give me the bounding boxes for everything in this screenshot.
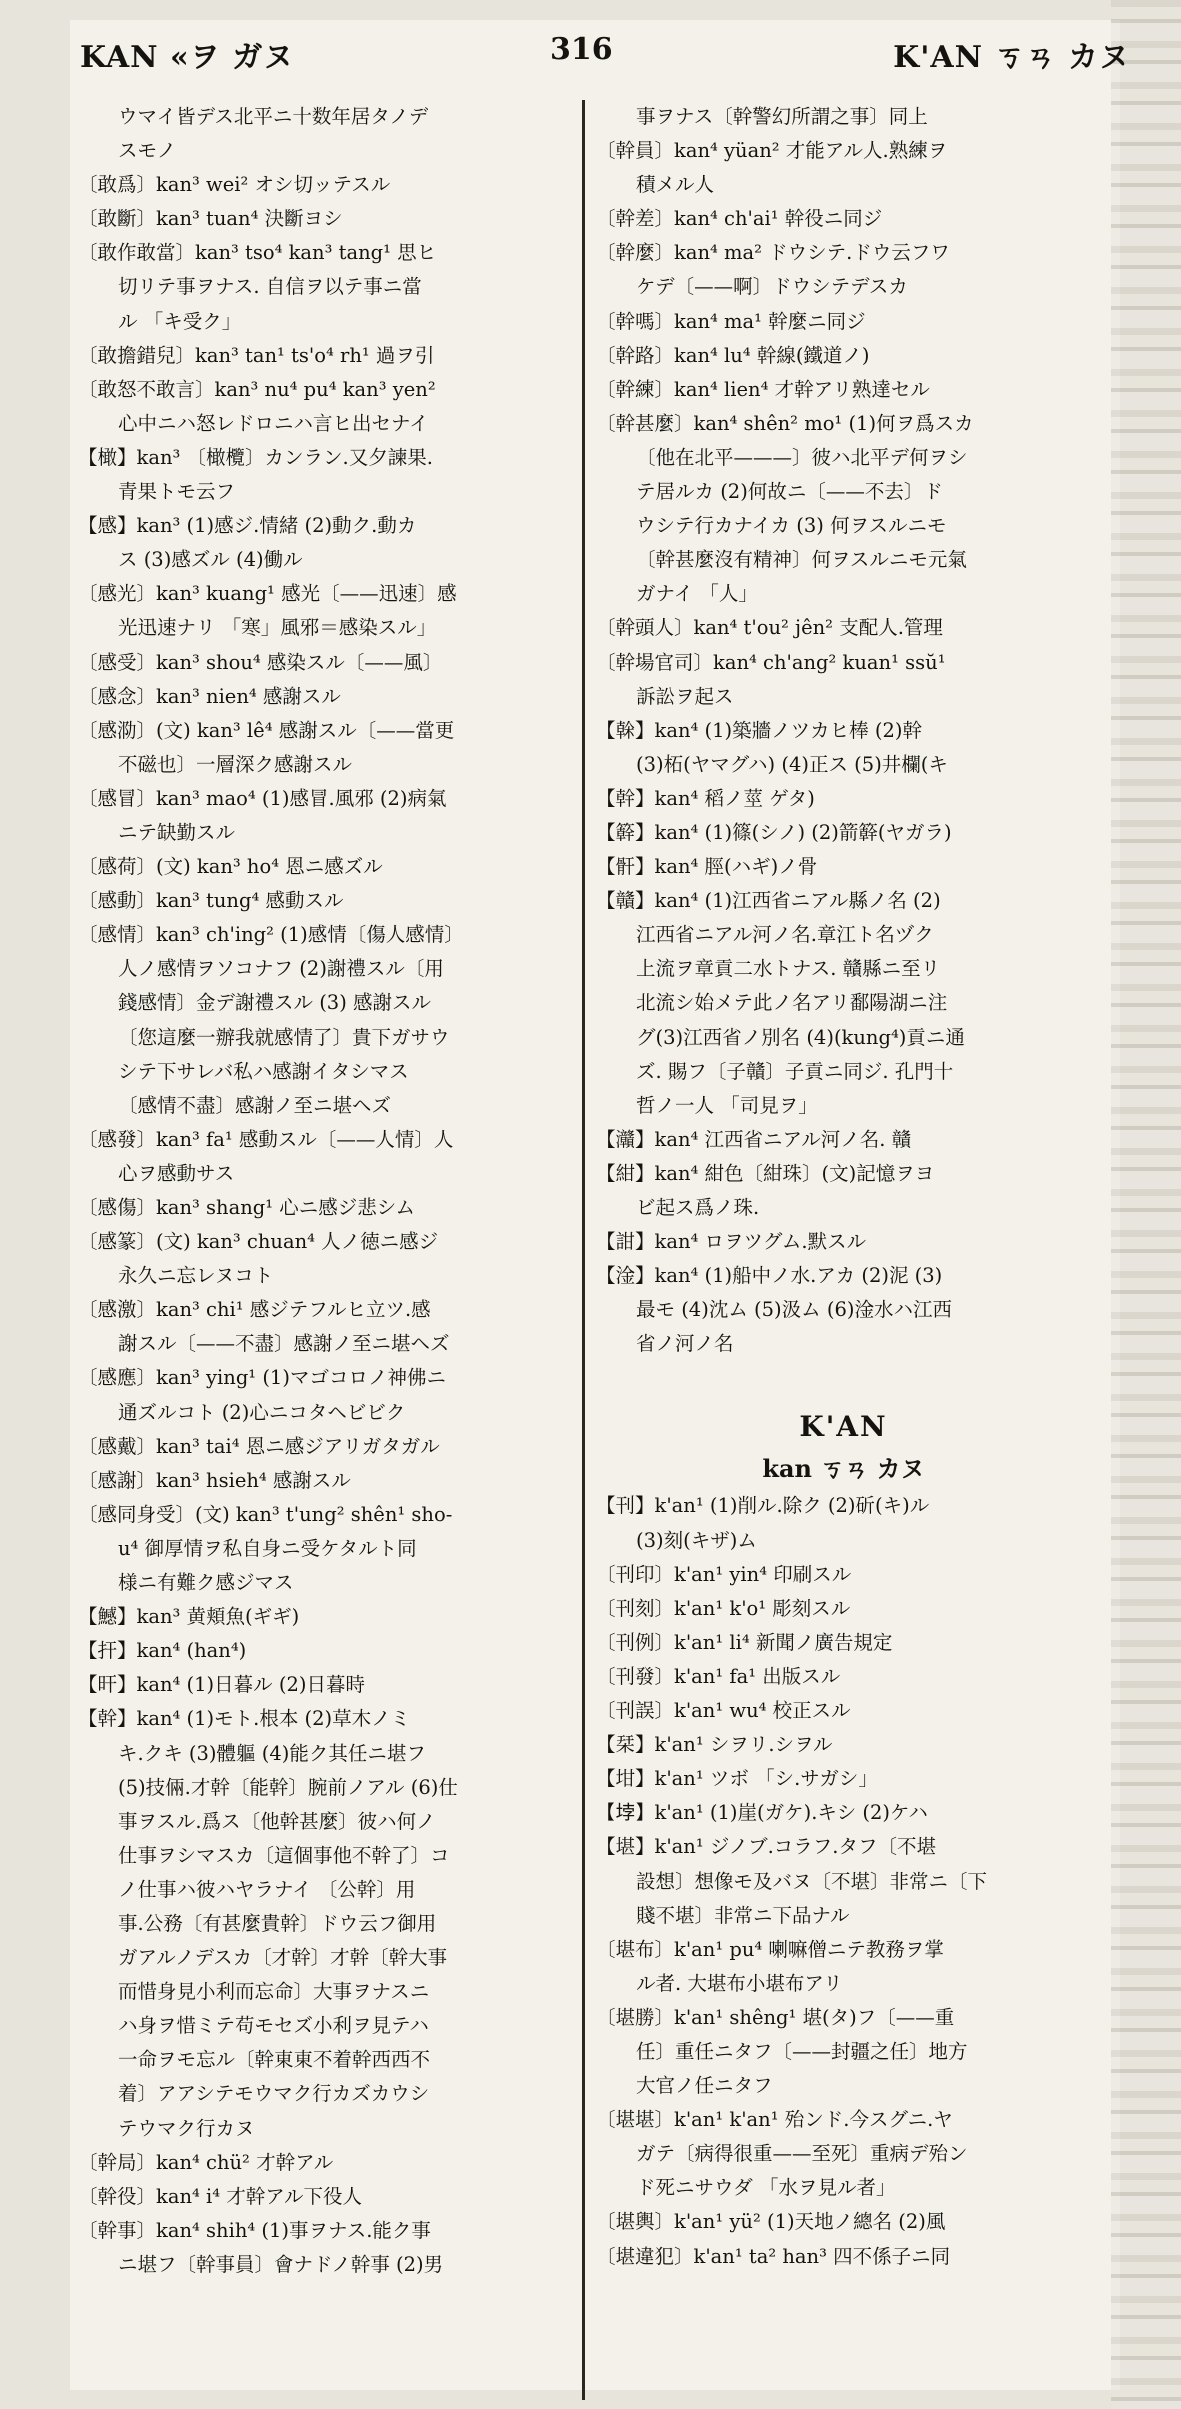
entry-line: 〔感傷〕kan³ shang¹ 心ニ感ジ悲シム: [78, 1196, 415, 1219]
entry-line: 一命ヲモ忘ル〔幹東東不着幹西西不: [118, 2048, 431, 2072]
entry-line: 〔幹練〕kan⁴ lien⁴ 才幹アリ熟達セル: [596, 377, 930, 401]
entry-line: 〔感冒〕kan³ mao⁴ (1)感冒.風邪 (2)病氣: [78, 786, 447, 810]
entry-line: 【旰】kan⁴ (1)日暮ル (2)日暮時: [78, 1673, 365, 1697]
entry-line: 〔感光〕kan³ kuang¹ 感光〔——迅速〕感: [78, 582, 457, 606]
entry-line: 〔堪違犯〕k'an¹ ta² han³ 四不係子ニ同: [596, 2244, 951, 2268]
entry-line: 【灨】kan⁴ 江西省ニアル河ノ名. 贛: [596, 1127, 912, 1151]
entry-line: 〔幹事〕kan⁴ shih⁴ (1)事ヲナス.能ク事: [78, 2218, 431, 2242]
entry-line: 青果トモ云フ: [118, 480, 236, 504]
entry-line: 〔幹路〕kan⁴ lu⁴ 幹線(鐵道ノ): [596, 343, 870, 367]
page-header: [80, 26, 1130, 76]
entry-line: u⁴ 御厚情ヲ私自身ニ受ケタルト同: [118, 1536, 417, 1560]
entry-line: (5)技倆.才幹〔能幹〕腕前ノアル (6)仕: [118, 1775, 458, 1799]
entry-line: 〔敢爲〕kan³ wei² オシ切ッテスル: [78, 173, 391, 197]
entry-line: 事ヲスル.爲ス〔他幹甚麼〕彼ハ何ノ: [118, 1809, 436, 1833]
entry-line: 【紺】kan⁴ 紺色〔紺珠〕(文)記憶ヲヨ: [596, 1161, 935, 1185]
entry-line: 〔幹役〕kan⁴ i⁴ 才幹アル下役人: [78, 2184, 362, 2208]
entry-line: 〔您這麼一辦我就感情了〕貴下ガサウ: [118, 1025, 450, 1049]
entry-line: 切リテ事ヲナス. 自信ヲ以テ事ニ當: [118, 275, 422, 299]
entry-line: 永久ニ忘レヌコト: [118, 1264, 274, 1288]
entry-line: 【坩】k'an¹ ツボ 「シ.サガシ」: [596, 1767, 878, 1791]
entry-line: 〔堪輿〕k'an¹ yü² (1)天地ノ總名 (2)風: [596, 2210, 946, 2234]
header-left-romanization: KAN «ヲ ガヌ: [80, 40, 295, 75]
entry-line: 光迅速ナリ 「寒」風邪＝感染スル」: [118, 616, 437, 640]
entry-line: ウシテ行カナイカ (3) 何ヲスルニモ: [636, 514, 947, 538]
entry-line: 江西省ニアル河ノ名.章江ト名ヅク: [636, 923, 934, 947]
entry-line: シテ下サレバ私ハ感謝イタシマス: [118, 1059, 409, 1083]
entry-line: ズ. 賜フ〔子贛〕子貢ニ同ジ. 孔門十: [636, 1059, 954, 1083]
entry-line: 〔感謝〕kan³ hsieh⁴ 感謝スル: [78, 1468, 351, 1492]
entry-line: ガテ〔病得很重——至死〕重病デ殆ン: [636, 2142, 968, 2166]
entry-line: 不磁也〕一層深ク感謝スル: [118, 752, 353, 776]
entry-line: 設想〕想像モ及バヌ〔不堪〕非常ニ〔下: [636, 1869, 988, 1893]
entry-line: ガナイ 「人」: [636, 582, 758, 606]
entry-line: 心ヲ感動サス: [118, 1161, 235, 1185]
entry-line: 北流シ始メテ此ノ名アリ鄱陽湖ニ注: [636, 991, 948, 1015]
entry-line: ニ堪フ〔幹事員〕會ナドノ幹事 (2)男: [118, 2252, 444, 2276]
entry-line: 最モ (4)沈ム (5)汲ム (6)淦水ハ江西: [636, 1298, 952, 1322]
entry-line: ニテ缺勤スル: [118, 820, 236, 844]
header-right-romanization: K'AN ㄎㄢ カヌ: [893, 40, 1130, 75]
entry-line: スモノ: [118, 139, 177, 163]
entry-line: 【堪】k'an¹ ジノブ.コラフ.タフ〔不堪: [596, 1835, 936, 1859]
entry-line: 〔幹麼〕kan⁴ ma² ドウシテ.ドウ云フワ: [596, 241, 950, 265]
entry-line: 【栞】k'an¹ シヲリ.シヲル: [596, 1733, 833, 1757]
entry-line: 【贛】kan⁴ (1)江西省ニアル縣ノ名 (2): [596, 889, 941, 913]
entry-line: 〔幹局〕kan⁴ chü² 才幹アル: [78, 2150, 334, 2174]
entry-line: 〔幹甚麼〕kan⁴ shên² mo¹ (1)何ヲ爲スカ: [596, 411, 974, 435]
section-subheading: kan ㄎㄢ カヌ: [762, 1454, 925, 1484]
entry-line: 【簳】kan⁴ (1)篠(シノ) (2)箭簳(ヤガラ): [596, 820, 952, 844]
entry-line: ス (3)感ズル (4)働ル: [118, 548, 303, 572]
entry-line: 積メル人: [636, 173, 715, 197]
entry-line: 而惜身見小利而忘命〕大事ヲナスニ: [118, 1980, 430, 2004]
entry-line: ウマイ皆デス北平ニ十数年居タノデ: [118, 105, 429, 128]
entry-line: 【幹】kan⁴ (1)モト.根本 (2)草木ノミ: [78, 1707, 411, 1731]
entry-line: 〔幹員〕kan⁴ yüan² 才能アル人.熟練ヲ: [596, 139, 948, 163]
entry-line: 【橄】kan³ 〔橄欖〕カンラン.又夕諫果.: [78, 445, 433, 469]
entry-line: 〔刊發〕k'an¹ fa¹ 出版スル: [596, 1664, 841, 1688]
entry-line: (3)柘(ヤマグハ) (4)正ス (5)井欄(キ: [636, 752, 948, 776]
entry-line: 〔幹場官司〕kan⁴ ch'ang² kuan¹ ssŭ¹: [596, 650, 946, 674]
entry-line: 〔感激〕kan³ chi¹ 感ジテフルヒ立ツ.感: [78, 1298, 431, 1322]
entry-line: 訴訟ヲ起ス: [636, 684, 734, 708]
entry-line: テ居ルカ (2)何故ニ〔——不去〕ド: [636, 480, 943, 504]
entry-line: 様ニ有難ク感ジマス: [118, 1571, 294, 1595]
entry-line: 〔他在北平———〕彼ハ北平デ何ヲシ: [636, 445, 968, 469]
entry-line: 〔敢斷〕kan³ tuan⁴ 決斷ヨシ: [78, 207, 343, 231]
entry-line: 任〕重任ニタフ〔——封疆之任〕地方: [636, 2039, 968, 2063]
entry-line: 〔刊刻〕k'an¹ k'o¹ 彫刻スル: [596, 1596, 851, 1620]
entry-line: 〔感應〕kan³ ying¹ (1)マゴコロノ神佛ニ: [78, 1366, 446, 1390]
entry-line: ル 「キ受ク」: [118, 309, 242, 333]
entry-line: 〔敢作敢當〕kan³ tso⁴ kan³ tang¹ 思ヒ: [78, 241, 437, 265]
entry-line: [596, 1361, 1091, 1395]
entry-line: 錢感情〕金デ謝禮スル (3) 感謝スル: [118, 991, 432, 1015]
entry-line: 〔刊例〕k'an¹ li⁴ 新聞ノ廣告規定: [596, 1630, 893, 1654]
entry-line: 【扞】kan⁴ (han⁴): [78, 1639, 247, 1663]
entry-line: 〔堪勝〕k'an¹ shêng¹ 堪(タ)フ〔——重: [596, 2005, 955, 2029]
left-column: [78, 100, 573, 2390]
entry-line: (3)刻(キザ)ム: [636, 1528, 757, 1552]
entry-line: 着〕アアシテモウマク行カズカウシ: [118, 2082, 430, 2106]
column-divider: [582, 100, 585, 2400]
entry-line: 上流ヲ章貢二水トナス. 贛縣ニ至リ: [636, 957, 941, 981]
entry-line: 人ノ感情ヲソコナフ (2)謝禮スル〔用: [118, 957, 444, 981]
entry-line: 〔幹嗎〕kan⁴ ma¹ 幹麼ニ同ジ: [596, 309, 866, 333]
entry-line: 〔幹差〕kan⁴ ch'ai¹ 幹役ニ同ジ: [596, 207, 883, 231]
entry-line: 〔感泐〕(文) kan³ lê⁴ 感謝スル〔——當更: [78, 718, 455, 742]
entry-line: 〔感發〕kan³ fa¹ 感動スル〔——人情〕人: [78, 1127, 454, 1151]
entry-line: 〔堪布〕k'an¹ pu⁴ 喇嘛僧ニテ教務ヲ掌: [596, 1937, 944, 1961]
entry-line: ハ身ヲ惜ミテ苟モセズ小利ヲ見テハ: [118, 2014, 429, 2038]
entry-line: 事ヲナス〔幹警幻所謂之事〕同上: [636, 105, 928, 128]
entry-line: 〔感受〕kan³ shou⁴ 感染スル〔——風〕: [78, 650, 443, 674]
entry-line: ガアルノデスカ〔才幹〕才幹〔幹大事: [118, 1946, 448, 1970]
entry-line: 〔感荷〕(文) kan³ ho⁴ 恩ニ感ズル: [78, 855, 383, 879]
page-number: 316: [550, 32, 613, 67]
entry-line: 賤不堪〕非常ニ下品ナル: [636, 1903, 850, 1927]
entry-line: 通ズルコト (2)心ニコタヘビビク: [118, 1400, 406, 1424]
entry-line: 〔感同身受〕(文) kan³ t'ung² shên¹ sho-: [78, 1502, 453, 1526]
entry-line: 〔幹頭人〕kan⁴ t'ou² jên² 支配人.管理: [596, 616, 943, 640]
entry-line: 〔刊印〕k'an¹ yin⁴ 印刷スル: [596, 1562, 852, 1586]
section-heading: K'AN: [799, 1410, 888, 1444]
entry-line: ル者. 大堪布小堪布アリ: [636, 1971, 843, 1995]
entry-line: 〔敢擔錯兒〕kan³ tan¹ ts'o⁴ rh¹ 過ヲ引: [78, 343, 435, 367]
entry-line: 〔感念〕kan³ nien⁴ 感謝スル: [78, 684, 341, 708]
entry-line: 〔感動〕kan³ tung⁴ 感動スル: [78, 889, 344, 913]
entry-line: 【𡋯】k'an¹ (1)崖(ガケ).キシ (2)ケハ: [596, 1801, 928, 1825]
entry-line: 心中ニハ怒レドロニハ言ヒ出セナイ: [118, 411, 429, 435]
entry-line: キ.クキ (3)體軀 (4)能ク其任ニ堪フ: [118, 1741, 426, 1765]
entry-line: テウマク行カヌ: [118, 2116, 255, 2140]
scan-edge-noise: [1111, 0, 1181, 2409]
entry-line: 事.公務〔有甚麼貴幹〕ドウ云フ御用: [118, 1911, 437, 1935]
entry-line: 〔感情不盡〕感謝ノ至ニ堪ヘズ: [118, 1093, 392, 1117]
right-column: [596, 100, 1091, 2390]
entry-line: 【幹】kan⁴ 稻ノ莖 ゲタ): [596, 786, 815, 810]
entry-line: 【詌】kan⁴ ロヲツグム.默スル: [596, 1230, 867, 1254]
entry-line: 【感】kan³ (1)感ジ.情緒 (2)動ク.動カ: [78, 514, 417, 538]
entry-line: 【鱤】kan³ 黄頬魚(ギギ): [78, 1605, 300, 1629]
entry-line: 【淦】kan⁴ (1)船中ノ水.アカ (2)泥 (3): [596, 1264, 943, 1288]
entry-line: 〔感戴〕kan³ tai⁴ 恩ニ感ジアリガタガル: [78, 1434, 440, 1458]
entry-line: ビ起ス爲ノ珠.: [636, 1196, 760, 1219]
entry-line: ノ仕事ハ彼ハヤラナイ 〔公幹〕用: [118, 1877, 416, 1901]
entry-line: ド死ニサウダ 「水ヲ見ル者」: [636, 2176, 896, 2200]
entry-line: 【榦】kan⁴ (1)築牆ノツカヒ棒 (2)幹: [596, 718, 922, 742]
entry-line: 〔堪堪〕k'an¹ k'an¹ 殆ンド.今スグニ.ヤ: [596, 2108, 953, 2132]
entry-line: 哲ノ一人 「司見ヲ」: [636, 1093, 818, 1117]
entry-line: 省ノ河ノ名: [636, 1332, 734, 1356]
entry-line: 〔感篆〕(文) kan³ chuan⁴ 人ノ徳ニ感ジ: [78, 1230, 439, 1254]
entry-line: 〔敢怒不敢言〕kan³ nu⁴ pu⁴ kan³ yen²: [78, 377, 436, 401]
entry-line: 〔幹甚麼沒有精神〕何ヲスルニモ元氣: [636, 548, 967, 572]
entry-line: 【骭】kan⁴ 脛(ハギ)ノ骨: [596, 855, 818, 879]
entry-line: 仕事ヲシマスカ〔這個事他不幹了〕コ: [118, 1843, 450, 1867]
entry-line: 〔刊誤〕k'an¹ wu⁴ 校正スル: [596, 1699, 851, 1723]
entry-line: ケデ〔——啊〕ドウシテデスカ: [636, 275, 908, 299]
entry-line: 〔感情〕kan³ ch'ing² (1)感情〔傷人感情〕: [78, 923, 464, 947]
entry-line: 大官ノ任ニタフ: [636, 2074, 773, 2098]
entry-line: 謝スル〔——不盡〕感謝ノ至ニ堪ヘズ: [118, 1332, 450, 1356]
entry-line: グ(3)江西省ノ別名 (4)(kung⁴)貢ニ通: [636, 1025, 965, 1049]
entry-line: 【刊】k'an¹ (1)削ル.除ク (2)斫(キ)ル: [596, 1494, 930, 1518]
